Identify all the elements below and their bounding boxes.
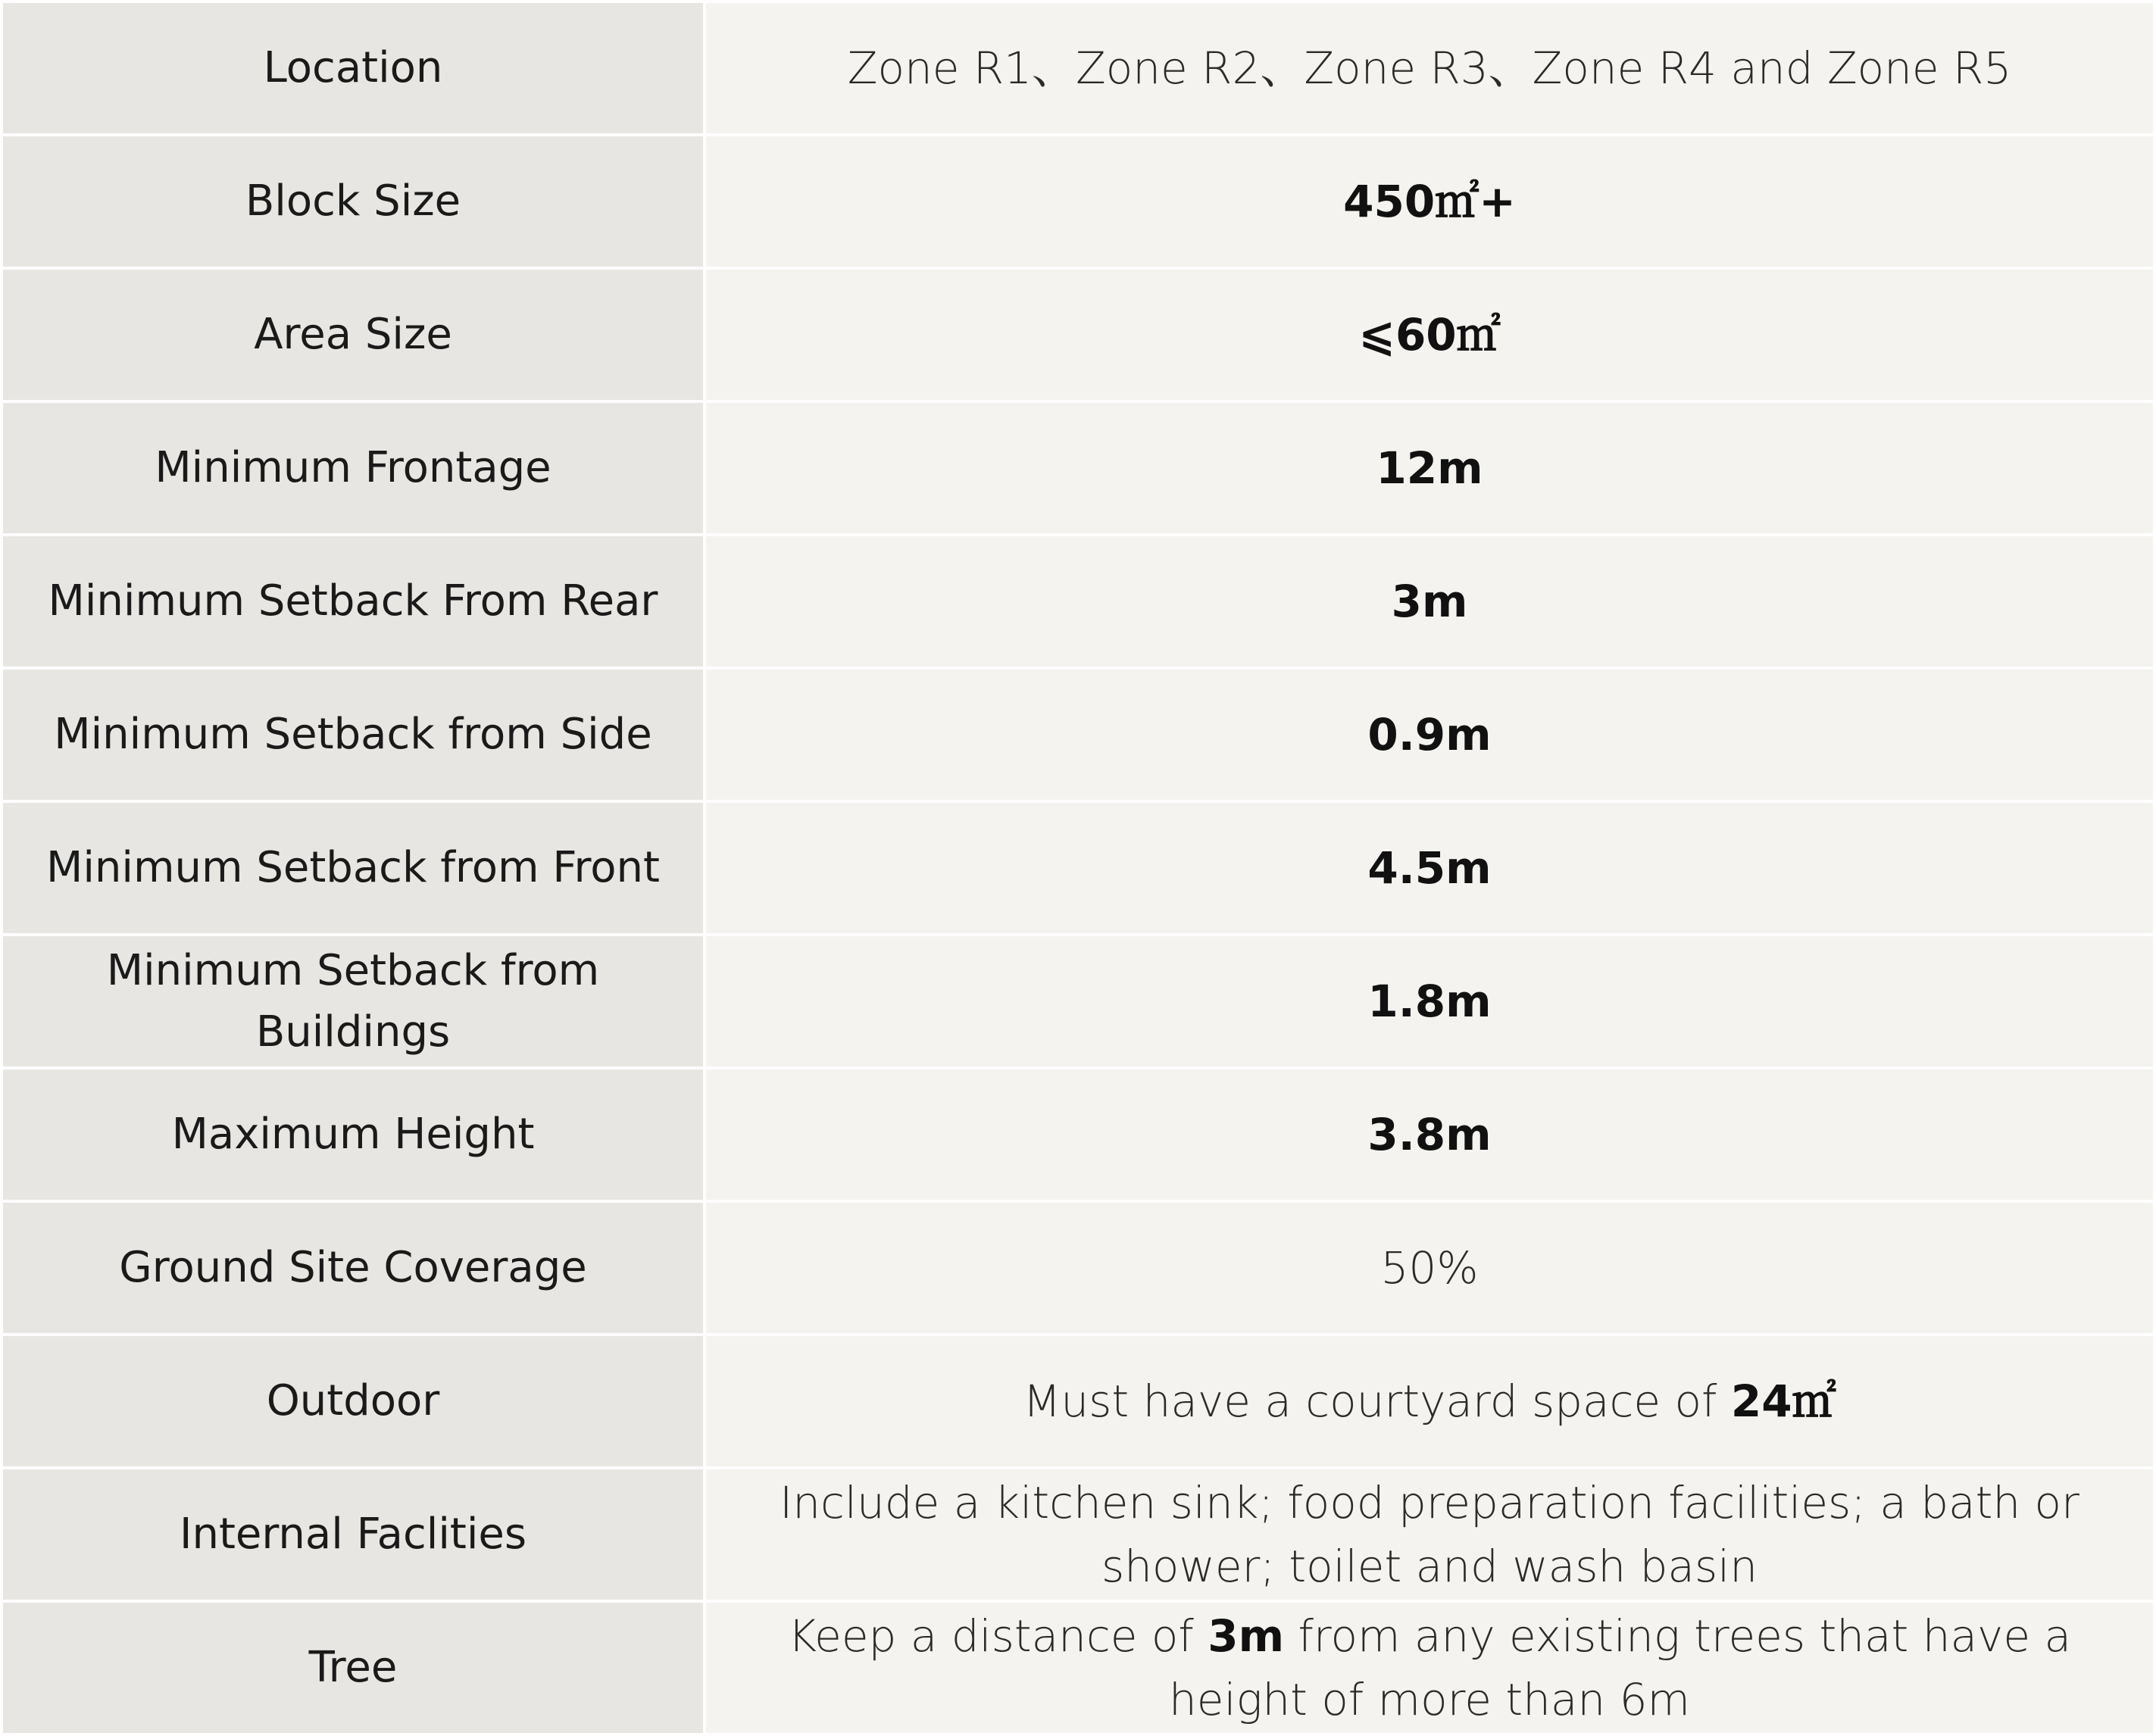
table-row [2, 935, 2154, 1068]
row-label: Area Size [2, 268, 705, 401]
row-label: Internal Faclities [2, 1468, 705, 1601]
table-row [2, 401, 2154, 535]
row-value: 50% [705, 1201, 2154, 1335]
row-value: 1.8m [705, 935, 2154, 1068]
row-value [705, 1601, 2154, 1734]
row-label: Location [2, 2, 705, 135]
table-row [2, 135, 2154, 268]
table-row [2, 1335, 2154, 1468]
table-row [2, 1468, 2154, 1601]
row-value: Include a kitchen sink; food preparation facilities; a bath or shower; toilet and wash basin [705, 1468, 2154, 1601]
row-label: Minimum Frontage [2, 401, 705, 535]
table-row [2, 2, 2154, 135]
row-label: Block Size [2, 135, 705, 268]
table-row [2, 668, 2154, 801]
row-value [705, 1335, 2154, 1468]
table-row [2, 801, 2154, 935]
value-text: Keep a distance of [787, 1610, 1208, 1662]
table-row [2, 1601, 2154, 1734]
row-label: Minimum Setback from Front [2, 801, 705, 935]
row-label: Ground Site Coverage [2, 1201, 705, 1335]
row-label: Tree [2, 1601, 705, 1734]
value-text: Must have a courtyard space of [1023, 1375, 1731, 1427]
value-emphasis: 24㎡ [1730, 1375, 1836, 1427]
row-value: Zone R1、Zone R2、Zone R3、Zone R4 and Zone R5 [705, 2, 2154, 135]
row-label: Minimum Setback from Side [2, 668, 705, 801]
row-value: 450㎡+ [705, 135, 2154, 268]
row-label: Minimum Setback From Rear [2, 535, 705, 668]
row-value: 0.9m [705, 668, 2154, 801]
table-row [2, 268, 2154, 401]
row-value: 3m [705, 535, 2154, 668]
row-label: Outdoor [2, 1335, 705, 1468]
row-value: 3.8m [705, 1068, 2154, 1201]
row-value: 4.5m [705, 801, 2154, 935]
row-label: Minimum Setback from Buildings [2, 935, 705, 1068]
row-label: Maximum Height [2, 1068, 705, 1201]
value-emphasis: 3m [1208, 1610, 1285, 1662]
row-value: 12m [705, 401, 2154, 535]
table-row [2, 1068, 2154, 1201]
row-value: ⩽60㎡ [705, 268, 2154, 401]
value-text: from any existing trees that have a height of more than 6m [1169, 1610, 2072, 1725]
table-row [2, 535, 2154, 668]
table-row [2, 1201, 2154, 1335]
